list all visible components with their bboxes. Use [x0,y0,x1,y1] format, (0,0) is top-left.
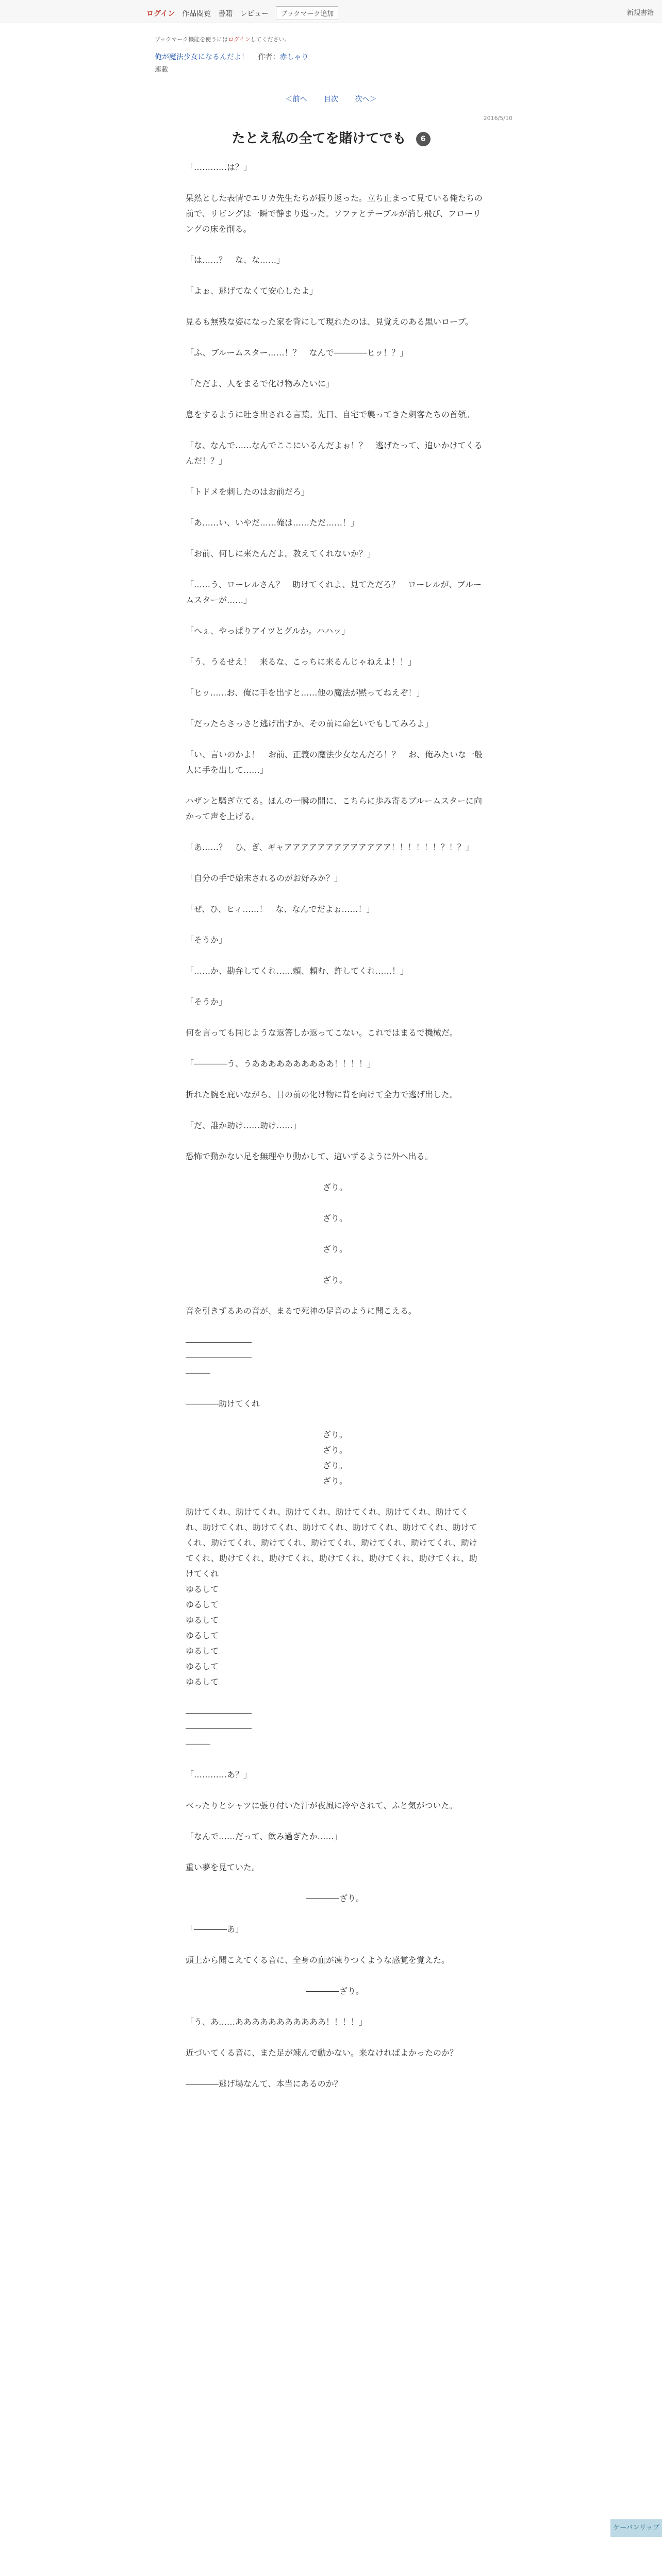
novel-line [186,500,485,515]
novel-line: ゆるして [186,1615,219,1625]
novel-line [186,639,485,654]
novel-line [186,531,485,546]
toc-link[interactable]: 目次 [324,95,338,104]
novel-line: 「い、言いのかよ！ お前、正義の魔法少女なんだろ！？ お、俺みたいな一般人に手を出して……」 [186,750,483,775]
novel-line: 「……う、ローレルさん？ 助けてくれよ、見てただろ？ ローレルが、ブルームスターが……」 [186,580,482,605]
novel-line: 「なんで……だって、飲み過ぎたか……」 [186,1832,342,1841]
work-title-link[interactable]: 俺が魔法少女になるんだよ！ [155,53,249,61]
novel-line: ざり。 [322,1430,347,1439]
novel-line [186,1164,485,1180]
novel-line: 「そうか」 [186,997,227,1007]
novel-line: 「う、うるせえ！ 来るな、こっちに来るんじゃねえよ！！」 [186,657,417,667]
novel-line: 頭上から聞こえてくる音に、全身の血が凍りつくような感覚を覚えた。 [186,1955,450,1965]
novel-line: ――――ざり。 [306,1893,364,1903]
novel-line: ざり。 [322,1445,347,1455]
chapter-title [0,128,662,147]
novel-line: 何を言っても同じような返答しか返ってこない。これではまるで機械だ。 [186,1028,458,1038]
novel-line: 息をするように吐き出される言葉。先日、自宅で襲ってきた刺客たちの首領。 [186,410,475,419]
novel-line [186,330,485,345]
novel-line: ぺったりとシャツに張り付いた汗が夜風に冷やされて、ふと気がついた。 [186,1801,458,1810]
novel-line [186,855,485,871]
novel-line: 「ぜ、ひ、ヒィ……！ な、なんでだよぉ……！」 [186,904,375,914]
novel-line [186,1937,485,1953]
novel-line [186,1412,485,1427]
novel-line [186,1195,485,1211]
header-right-link[interactable]: 新規書籍 [626,9,654,17]
login-link[interactable]: ログイン [146,9,175,18]
novel-line [186,1041,485,1056]
novel-line [186,1844,485,1860]
top-pager [0,94,662,104]
novel-line [186,1226,485,1242]
novel-line: ゆるして [186,1584,219,1594]
novel-line [186,1999,485,2014]
serial-status: 連載 [155,66,169,74]
novel-line: ――― [186,1739,210,1749]
bookmark-note-login-link[interactable]: ログイン [228,36,251,43]
novel-line: ゆるして [186,1631,219,1640]
novel-line [186,1133,485,1149]
next-link[interactable]: 次へ＞ [355,95,377,104]
novel-line [186,361,485,376]
novel-line [186,917,485,933]
novel-line [186,175,485,191]
novel-line: 見るも無残な姿になった家を背にして現れたのは、見覚えのある黒いローブ。 [186,317,473,327]
novel-line: ゆるして [186,1662,219,1671]
novel-line: 「へぇ、やっぱりアイツとグルか。ハハッ」 [186,626,350,636]
novel-line: 「よぉ、逃げてなくて安心したよ」 [186,286,318,296]
side-tag[interactable]: ケーバンリップ [610,2519,662,2537]
bookmark-note [155,35,290,43]
novel-line: 「あ……？ ひ、ぎ、ギャアアアアアアアアアアアアア！！！！！！？！？」 [186,842,474,852]
novel-line: 「トドメを刺したのはお前だろ」 [186,487,309,497]
novel-line: ―――――――― [186,1708,252,1718]
novel-line [186,1103,485,1118]
bookmark-note-suffix: してください。 [250,36,290,43]
novel-body [186,160,485,2092]
novel-line: 「な、なんで……なんでここにいるんだよぉ！？ 逃げたって、追いかけてくるんだ！？」 [186,440,483,466]
novel-line: 「そうか」 [186,935,227,945]
novel-line [186,1875,485,1891]
novel-line: 「…………は？」 [186,162,252,172]
novel-line: ――――ざり。 [306,1986,364,1996]
novel-line [186,886,485,902]
novel-line [186,701,485,716]
novel-line: ――― [186,1368,210,1378]
novel-line: ゆるして [186,1600,219,1609]
novel-line [186,948,485,963]
novel-line: ゆるして [186,1646,219,1656]
novel-line [186,2061,485,2076]
novel-line: 「自分の手で始末されるのがお好みか？」 [186,873,343,883]
novel-line [186,562,485,577]
novel-line [186,778,485,793]
novel-line [186,1257,485,1273]
novel-line: 「ふ、ブルームスター……！？ なんで――――ヒッ！？」 [186,348,408,358]
add-bookmark-button[interactable]: ブックマーク追加 [276,6,338,20]
novel-line: ハザンと騒ぎ立てる。ほんの一瞬の間に、こちらに歩み寄るブルームスターに向かって声を上げる。 [186,796,483,821]
work-info [155,52,308,62]
novel-line [186,1072,485,1087]
novel-line [186,1381,485,1396]
novel-line: 近づいてくる音に、また足が竦んで動かない。来なければよかったのか？ [186,2048,458,2058]
novel-line: ざり。 [322,1213,347,1223]
novel-line: 恐怖で動かない足を無理やり動かして、這いずるように外へ出る。 [186,1151,433,1161]
novel-line [186,299,485,314]
novel-line: ざり。 [322,1275,347,1285]
novel-line: 「だったらさっさと逃げ出すか、その前に命乞いでもしてみろよ」 [186,719,434,728]
global-header [0,0,662,23]
novel-line [186,824,485,840]
novel-line [186,1814,485,1829]
novel-line: 重い夢を見ていた。 [186,1862,260,1872]
novel-line: ―――――――― [186,1352,252,1362]
novel-line: ざり。 [322,1182,347,1192]
nav-review[interactable]: レビュー [240,9,269,18]
novel-line: ―――――――― [186,1337,252,1347]
novel-line [186,392,485,407]
novel-line: 「ただよ、人をまるで化け物みたいに」 [186,379,334,388]
novel-line: ――――逃げ場なんて、本当にあるのか？ [186,2079,342,2089]
novel-line: 「あ……い、いやだ……俺は……ただ……！」 [186,518,359,528]
author-link[interactable]: 赤しゃり [279,53,309,61]
novel-line: 「お前、何しに来たんだよ。教えてくれないか？」 [186,549,376,558]
novel-line [186,1968,485,1984]
novel-line [186,1752,485,1767]
novel-line [186,1783,485,1798]
novel-line [186,979,485,994]
novel-line [186,1690,485,1705]
nav-books[interactable]: 書籍 [218,9,233,18]
novel-line [186,608,485,623]
novel-line: ざり。 [322,1461,347,1470]
novel-line: 「だ、誰か助け……助け……」 [186,1121,302,1130]
novel-line: ――――助けてくれ [186,1399,260,1409]
novel-line: ざり。 [322,1476,347,1486]
novel-line: 「――――う、うああああああああああ！！！！」 [186,1059,376,1069]
author-label: 作者： [258,53,280,61]
novel-line: ざり。 [322,1244,347,1254]
novel-line: 「――――あ」 [186,1924,244,1934]
novel-line [186,1010,485,1025]
nav-works[interactable]: 作品閲覧 [182,9,211,18]
novel-line [186,1319,485,1334]
novel-line: 折れた腕を庇いながら、目の前の化け物に背を向けて全力で逃げ出した。 [186,1090,458,1099]
novel-line [186,422,485,438]
post-date: 2016/5/10 [483,115,512,122]
novel-line: ―――――――― [186,1723,252,1733]
novel-line: 助けてくれ、助けてくれ、助けてくれ、助けてくれ、助けてくれ、助けてくれ、助けてくれ、助けてくれ、助けてくれ、助けてくれ、助けてくれ、助けてくれ、助けてくれ、助けてくれ、助けてくれ、助けてくれ、助けてくれ、助けてくれ、助けてくれ、助けてくれ、助けてくれ、助けてくれ、助けてくれ、助けてくれ [186,1507,477,1579]
novel-line [186,2030,485,2045]
bookmark-note-prefix: ブックマーク機能を使うには [155,36,228,43]
prev-link[interactable]: ＜前へ [285,95,307,104]
novel-line: 音を引きずるあの音が、まるで死神の足音のように聞こえる。 [186,1306,417,1316]
novel-line [186,1906,485,1922]
novel-line: 呆然とした表情でエリカ先生たちが振り返った。立ち止まって見ている俺たちの前で、リビングは一瞬で静まり返った。ソファとテーブルが消し飛び、フローリングの床を削る。 [186,193,483,234]
header-nav [146,6,338,20]
novel-line: 「ヒッ……お、俺に手を出すと……他の魔法が黙ってねえぞ！」 [186,688,425,698]
novel-line [186,732,485,747]
novel-line: 「は……？ な、な……」 [186,255,285,265]
novel-line [186,237,485,252]
novel-line [186,670,485,685]
chapter-title-text: たとえ私の全てを賭けてでも [231,131,406,146]
novel-line: 「…………あ？」 [186,1770,252,1780]
novel-line: 「う、あ……あああああああああああ！！！！」 [186,2017,368,2027]
novel-line: 「……か、勘弁してくれ……頼、頼む、許してくれ……！」 [186,966,409,976]
chapter-number-badge: 6 [416,132,431,146]
novel-line: ゆるして [186,1677,219,1687]
novel-line [186,1489,485,1504]
novel-line [186,469,485,484]
novel-line [186,1288,485,1303]
novel-line [186,268,485,283]
